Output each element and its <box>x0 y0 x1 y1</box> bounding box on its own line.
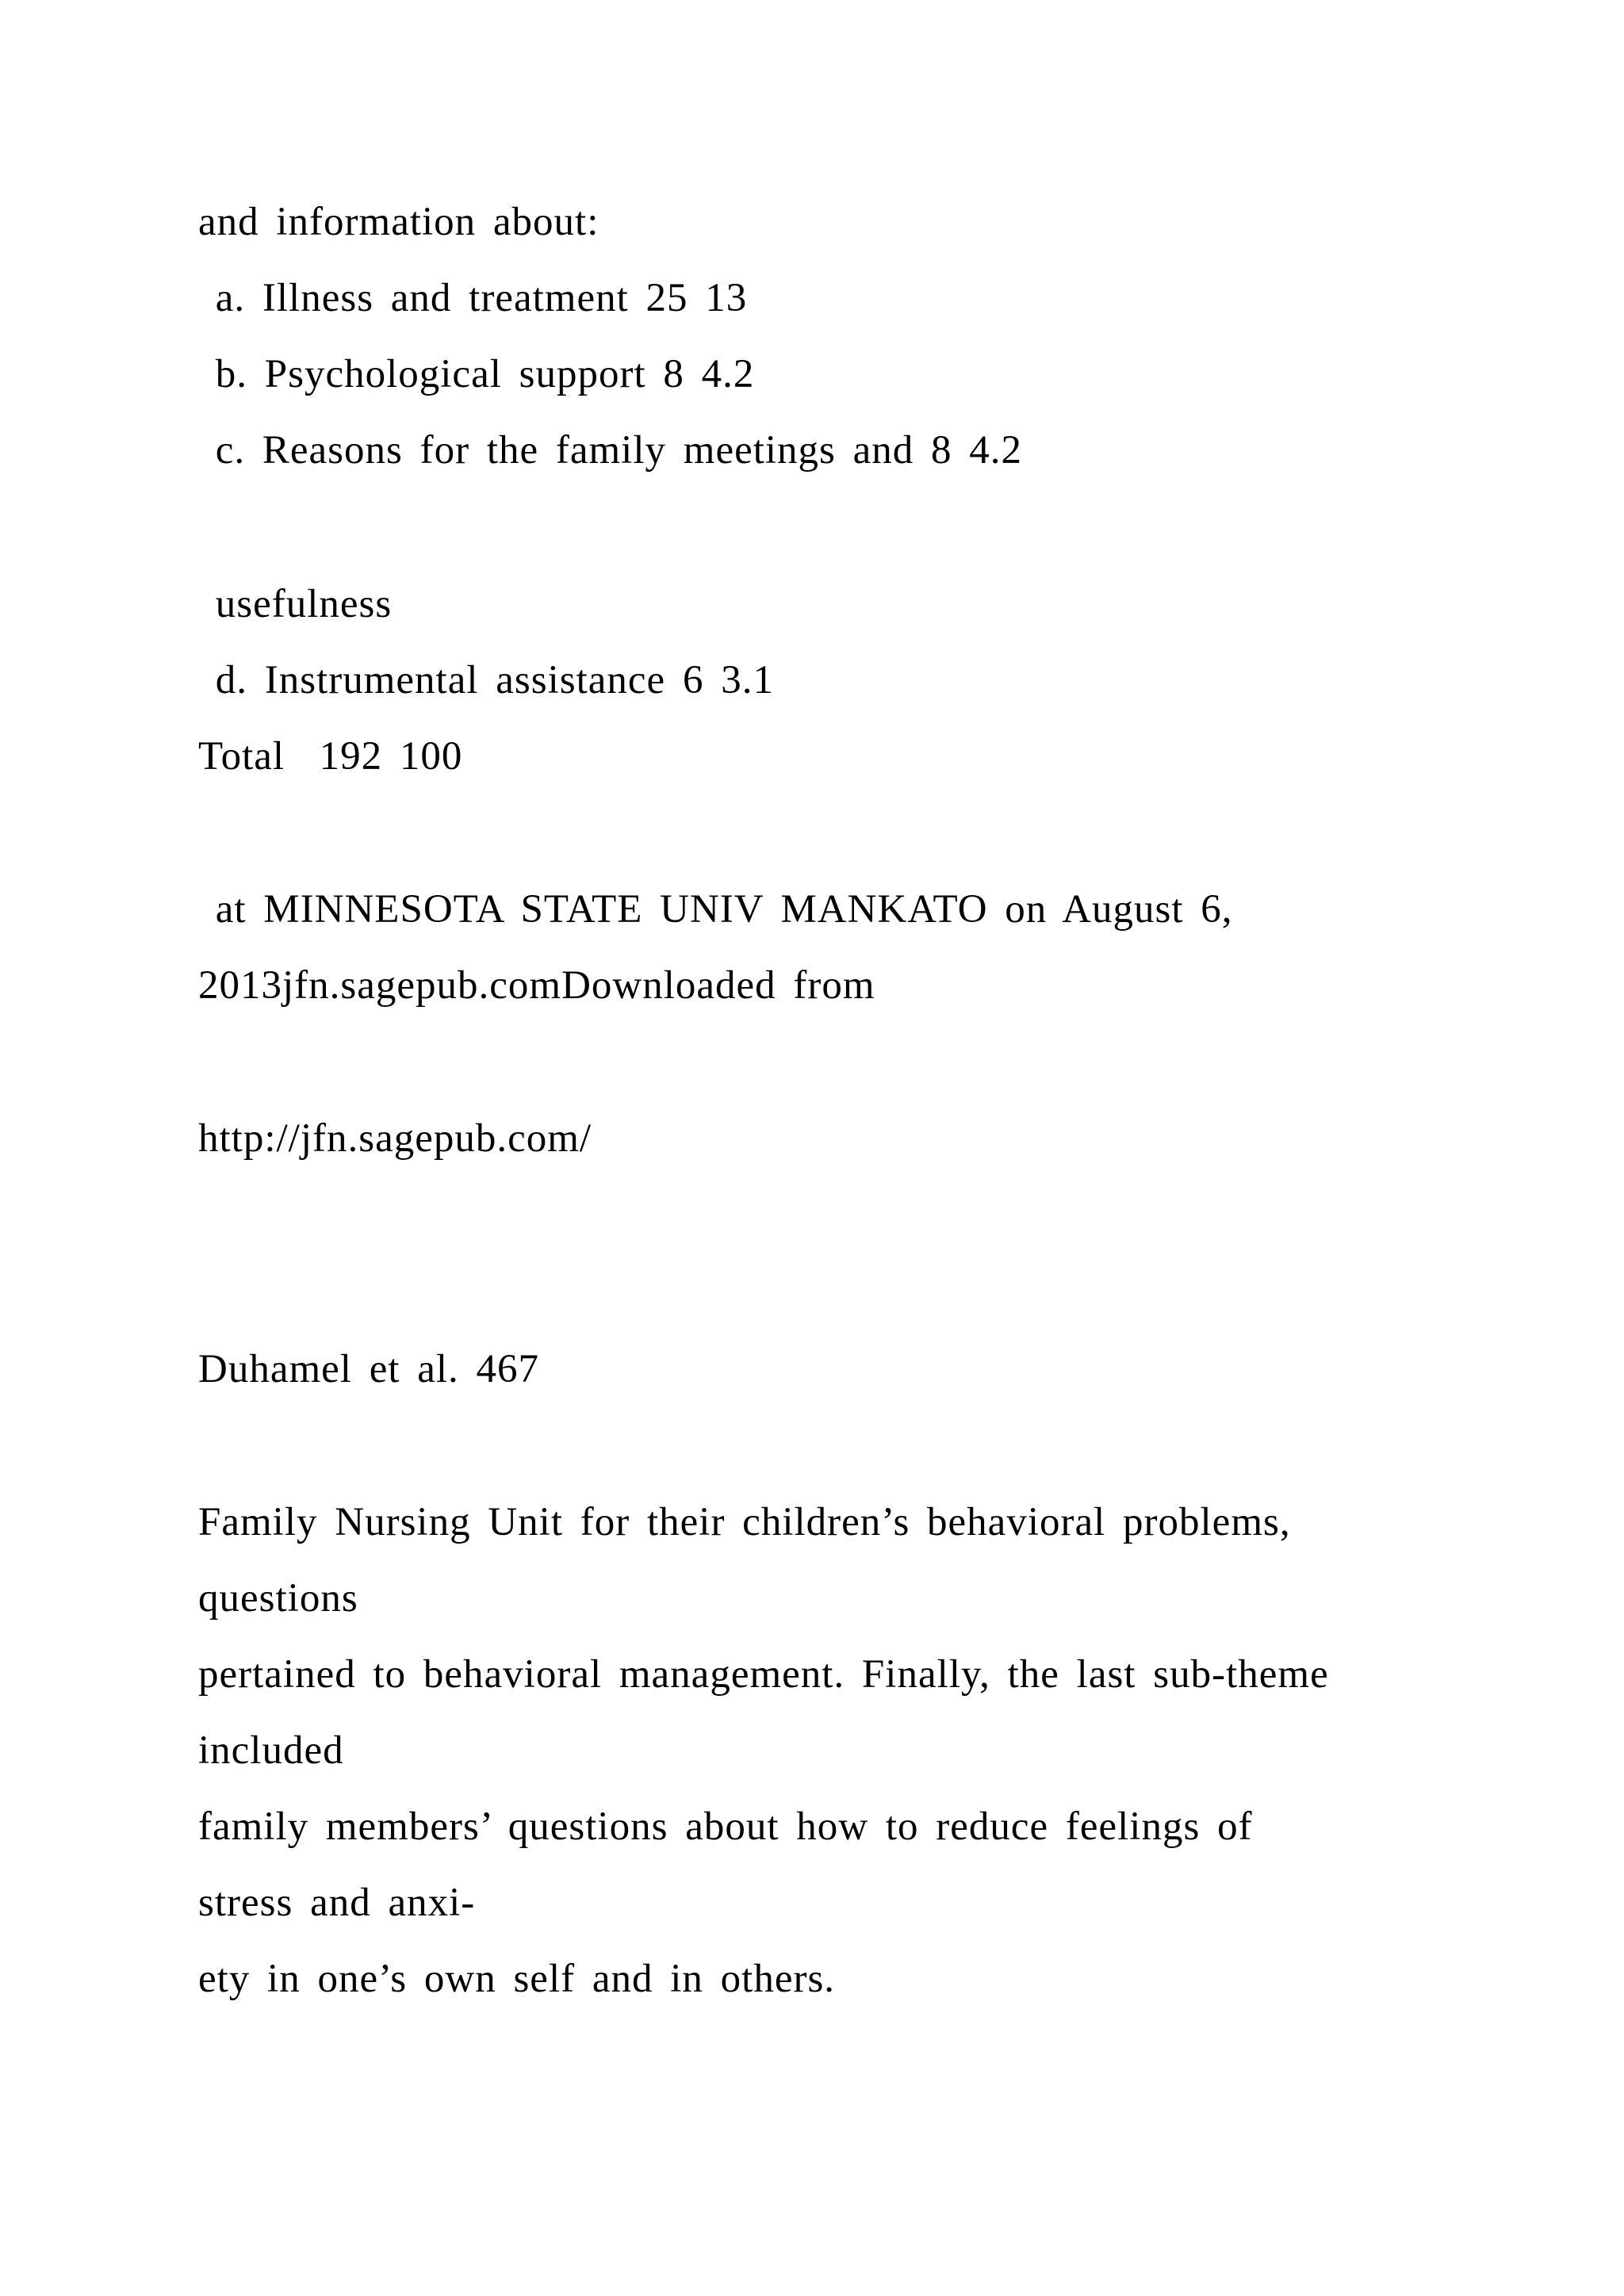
body-text-line: Family Nursing Unit for their children’s behavioral problems, <box>198 1500 1291 1544</box>
download-notice: at MINNESOTA STATE UNIV MANKATO on August 6, <box>198 887 1233 932</box>
body-text-line: stress and anxi- <box>198 1881 476 1925</box>
running-header: Duhamel et al. 467 <box>198 1347 540 1391</box>
source-url: http://jfn.sagepub.com/ <box>198 1116 592 1161</box>
table-row-reasons-cont: usefulness <box>198 582 393 626</box>
body-text-line: ety in one’s own self and in others. <box>198 1957 836 2001</box>
table-row-total: Total 192 100 <box>198 734 463 779</box>
table-row-psychological: b. Psychological support 8 4.2 <box>198 352 755 396</box>
body-text-line: family members’ questions about how to reduce feelings of <box>198 1804 1253 1849</box>
body-text-line: questions <box>198 1576 358 1621</box>
download-notice-cont: 2013jfn.sagepub.comDownloaded from <box>198 963 875 1008</box>
table-continuation-heading: and information about: <box>198 200 599 244</box>
body-text-line: included <box>198 1728 344 1773</box>
table-row-illness: a. Illness and treatment 25 13 <box>198 276 748 320</box>
table-row-instrumental: d. Instrumental assistance 6 3.1 <box>198 658 774 702</box>
body-text-line: pertained to behavioral management. Finally, the last sub-theme <box>198 1652 1329 1697</box>
table-row-reasons: c. Reasons for the family meetings and 8 4.2 <box>198 428 1023 473</box>
